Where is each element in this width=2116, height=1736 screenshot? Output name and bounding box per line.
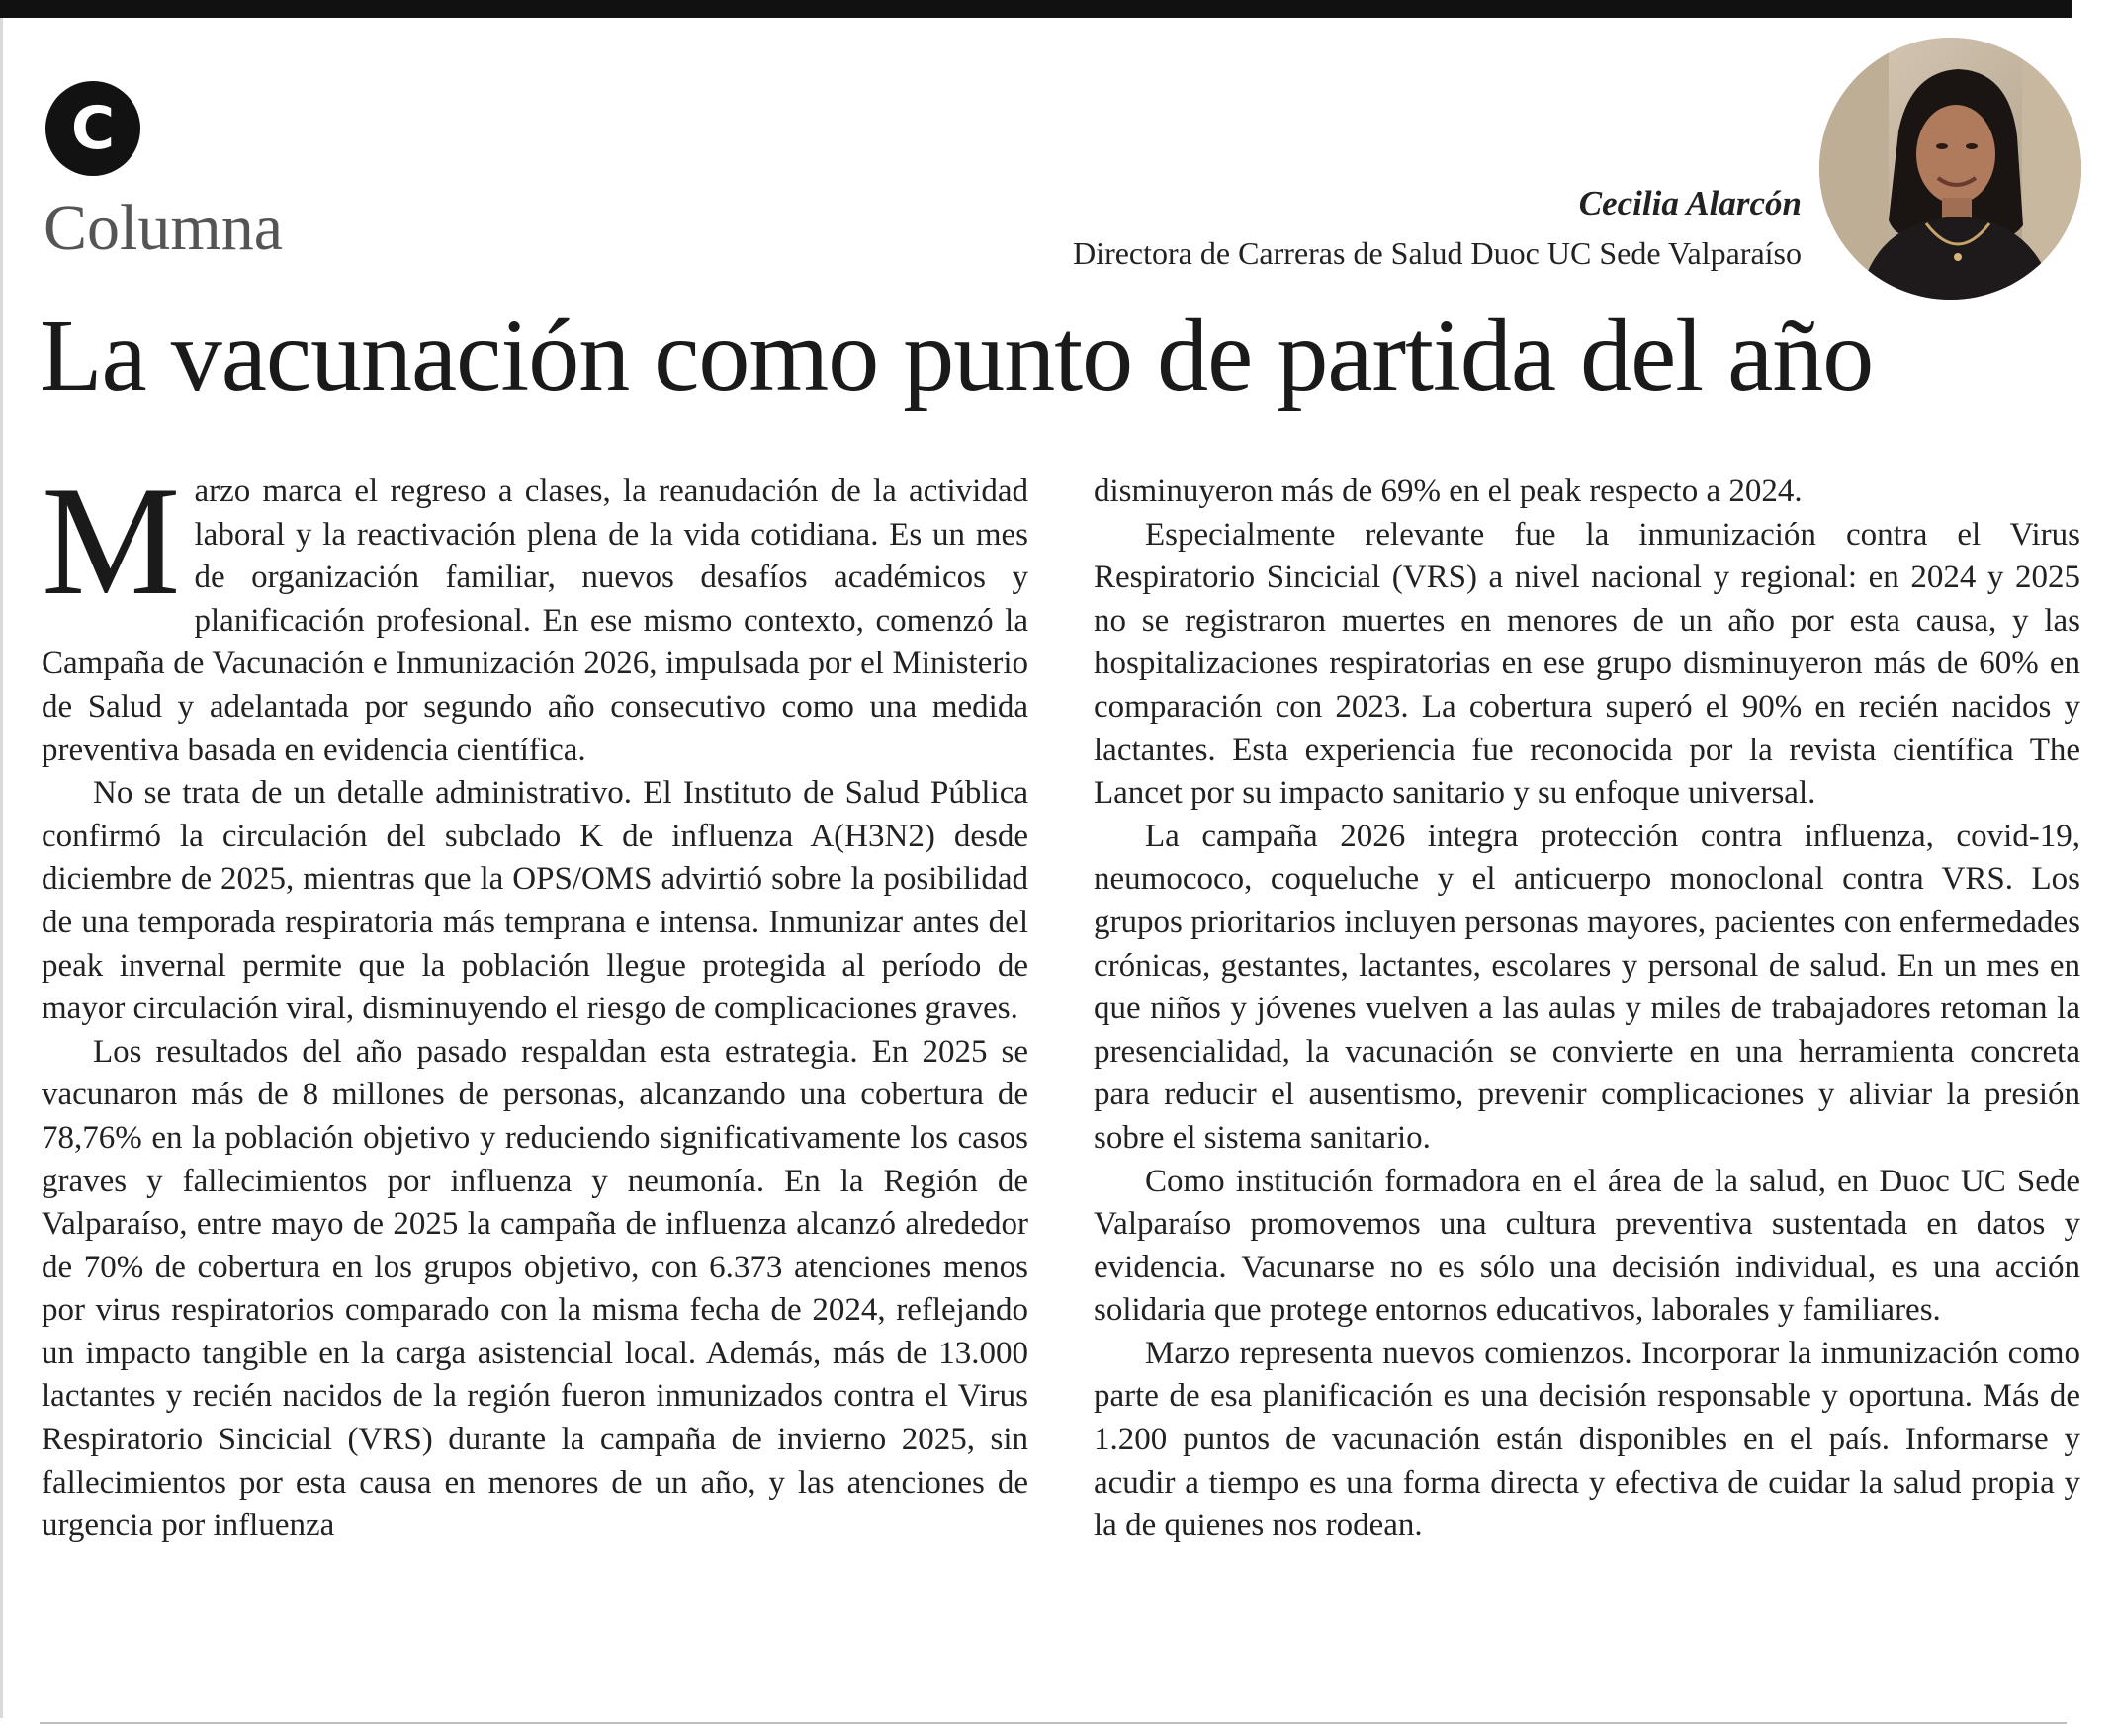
article-paragraph-7: Marzo representa nuevos comienzos. Incorporar la inmunización como parte de esa planificación es una decisión responsable y oportuna. Más de 1.200 puntos de vacunación están disponibles en el país. Informarse y acudir a tiempo es una forma directa y efectiva de cuidar la salud propia y la de quienes nos rodean.	[1094, 1335, 2080, 1544]
section-name: Columna	[44, 192, 283, 264]
headline: La vacunación como punto de partida del año	[40, 299, 1874, 412]
section-badge-icon: C	[45, 81, 140, 176]
author-photo-illustration	[1819, 38, 2081, 300]
article-paragraph-6: Como institución formadora en el área de la salud, en Duoc UC Sede Valparaíso promovemos una cultura preventiva sustentada en datos y evidencia. Vacunarse no es sólo una decisión individual, es una acción solidaria que protege entornos educativos, laborales y familiares.	[1094, 1163, 2080, 1329]
top-rule	[0, 0, 2072, 18]
article-paragraph-3-continued: disminuyeron más de 69% en el peak respecto a 2024.	[1094, 474, 1803, 509]
article-paragraph-4: Especialmente relevante fue la inmunización contra el Virus Respiratorio Sincicial (VRS) a nivel nacional y regional: en 2024 y 2025 no se registraron muertes en menores de un año por esta causa, y las hospitalizaciones respiratorias en ese grupo disminuyeron más de 60% en comparación con 2023. La cobertura superó el 90% en recién nacidos y lactantes. Esta experiencia fue reconocida por la revista científica The Lancet por su impacto sanitario y su enfoque universal.	[1094, 516, 2080, 812]
article-paragraph-2: No se trata de un detalle administrativo. El Instituto de Salud Pública confirmó la circulación del subclado K de influenza A(H3N2) desde diciembre de 2025, mientras que la OPS/OMS advirtió sobre la posibilidad de una temporada respiratoria más temprana e intensa. Inmunizar antes del peak invernal permite que la población llegue protegida al período de mayor circulación viral, disminuyendo el riesgo de complicaciones graves.	[42, 775, 1028, 1027]
article-paragraph-3: Los resultados del año pasado respaldan esta estrategia. En 2025 se vacunaron más de 8 millones de personas, alcanzando una cobertura de 78,76% en la población objetivo y reduciendo significativamente los casos graves y fallecimientos por influenza y neumonía. En la Región de Valparaíso, entre mayo de 2025 la campaña de influenza alcanzó alrededor de 70% de cobertura en los grupos objetivo, con 6.373 atenciones menos por virus respiratorios comparado con la misma fecha de 2024, reflejando un impacto tangible en la carga asistencial local. Además, más de 13.000 lactantes y recién nacidos de la región fueron inmunizados contra el Virus Respiratorio Sincicial (VRS) durante la campaña de invierno 2025, sin fallecimientos por esta causa en menores de un año, y las atenciones de urgencia por influenza	[42, 1033, 1028, 1544]
author-role: Directora de Carreras de Salud Duoc UC Sede Valparaíso	[1073, 235, 1802, 271]
article-column-left	[42, 455, 1028, 1548]
author-portrait	[1819, 38, 2081, 300]
article-column-right	[1094, 471, 2080, 1548]
drop-cap: M	[42, 455, 181, 628]
author-name: Cecilia Alarcón	[1578, 184, 1802, 222]
article-paragraph-5: La campaña 2026 integra protección contra influenza, covid-19, neumococo, coqueluche y el anticuerpo monoclonal contra VRS. Los grupos prioritarios incluyen personas mayores, pacientes con enfermedades crónicas, gestantes, lactantes, escolares y personal de salud. En un mes en que niños y jóvenes vuelven a las aulas y miles de trabajadores retoman la presencialidad, la vacunación se convierte en una herramienta concreta para reducir el ausentismo, prevenir complicaciones y aliviar la presión sobre el sistema sanitario.	[1094, 818, 2080, 1156]
bottom-rule	[40, 1722, 2067, 1724]
paragraph-1-text: arzo marca el regreso a clases, la reanudación de la actividad laboral y la reactivación plena de la vida cotidiana. Es un mes de organización familiar, nuevos desafíos académicos y planificación profesional. En ese mismo contexto, comenzó la Campaña de Vacunación e Inmunización 2026, impulsada por el Ministerio de Salud y adelantada por segundo año consecutivo como una medida preventiva basada en evidencia científica.	[42, 474, 1028, 768]
left-rule	[0, 18, 3, 1718]
article-paragraph-1	[42, 455, 1028, 772]
